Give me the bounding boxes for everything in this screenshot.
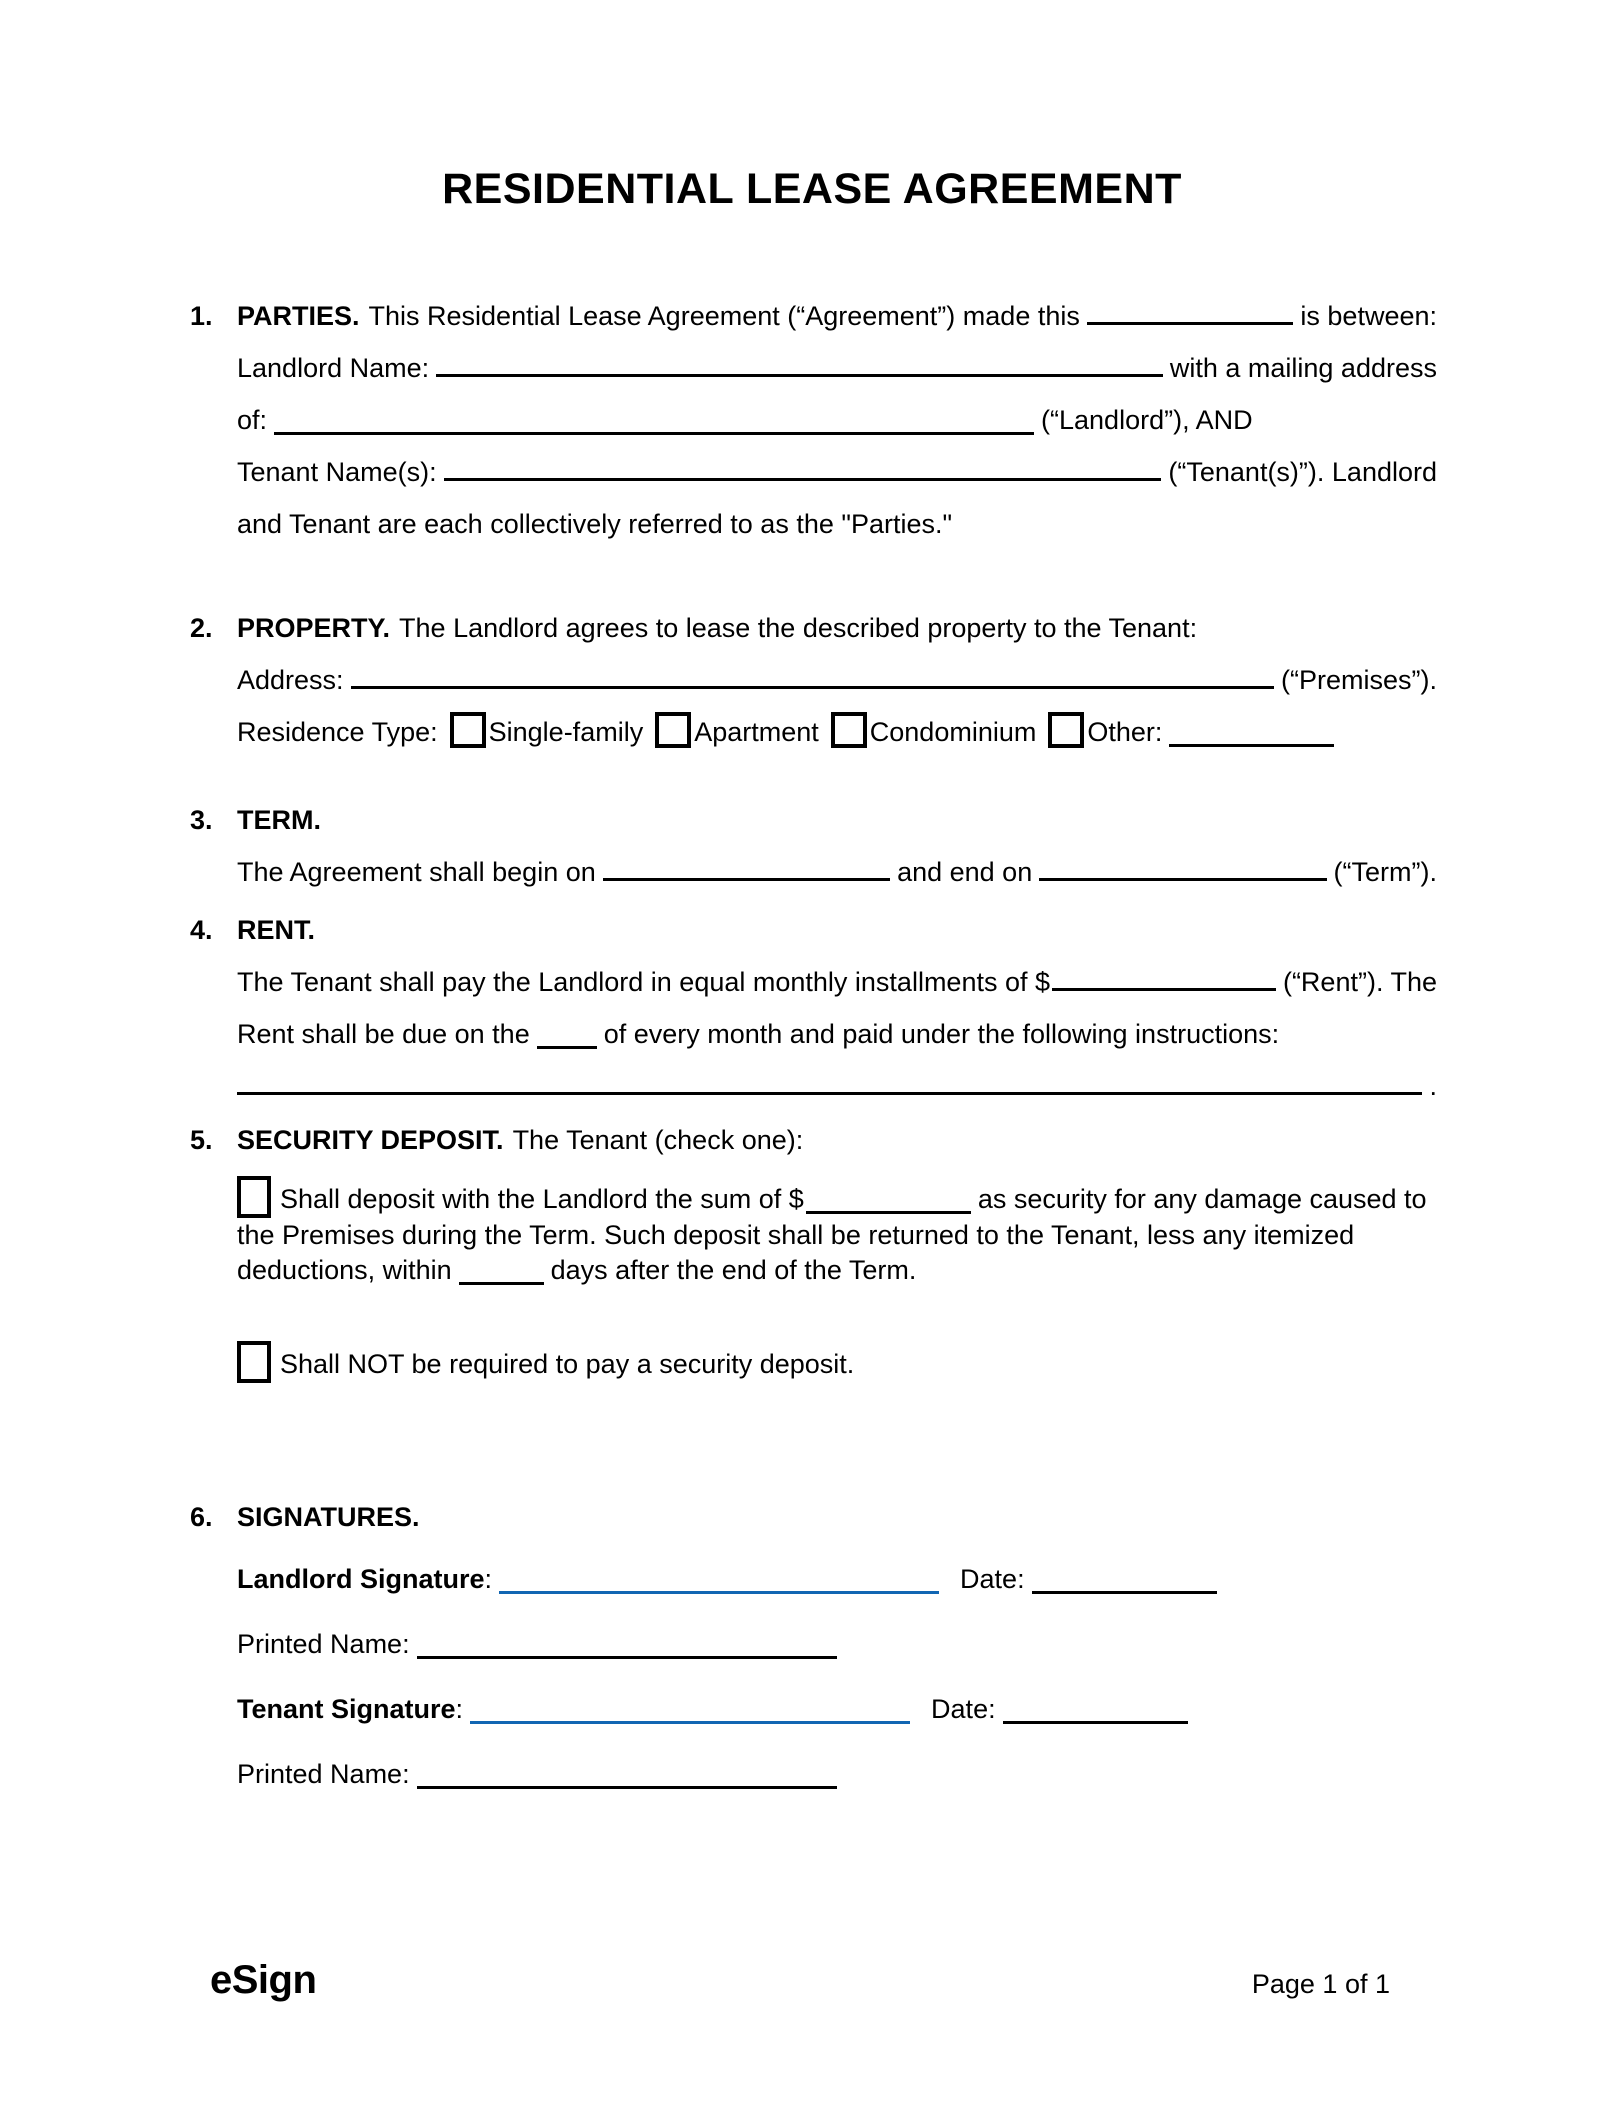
section-signatures-title: SIGNATURES. (237, 1502, 420, 1532)
esign-logo: eSign (210, 1958, 317, 2002)
parties-closing-line: and Tenant are each collectively referred to as the "Parties." (237, 509, 953, 539)
rent-amount-text: The Tenant shall pay the Landlord in equal monthly installments of $ (237, 967, 1051, 997)
tenant-printed-name-label: Printed Name: (237, 1759, 410, 1789)
section-security-deposit (190, 1114, 1437, 1387)
agreement-date-blank[interactable] (1087, 292, 1294, 325)
section-signatures-heading (190, 1491, 1437, 1543)
page-footer (210, 1958, 1390, 2003)
section-number: 2. (190, 613, 213, 643)
rent-due-line (237, 1008, 1437, 1060)
residence-option-single-family: Single-family (488, 717, 644, 747)
term-start-date-blank[interactable] (603, 848, 890, 881)
tenant-signature-line (237, 1683, 1437, 1735)
landlord-address-label: of: (237, 405, 268, 435)
rent-due-text: Rent shall be due on the (237, 1019, 530, 1049)
landlord-address-blank[interactable] (274, 402, 1034, 435)
checkbox-condominium[interactable] (831, 712, 867, 748)
security-option1-text-b: as security for any damage caused to the Premises during the Term. Such deposit shall be returned to the Tenant, less any itemized deductions, within (237, 1184, 1427, 1285)
security-option-deposit (237, 1176, 1437, 1287)
rent-due-suffix: of every month and paid under the following instructions: (603, 1019, 1280, 1049)
tenant-name-line (237, 446, 1437, 498)
section-security-title: SECURITY DEPOSIT. (237, 1125, 504, 1155)
residence-option-other: Other: (1087, 717, 1163, 747)
tenant-printed-name-blank[interactable] (417, 1756, 837, 1789)
section-term-heading (190, 794, 1437, 846)
section-number: 4. (190, 915, 213, 945)
landlord-signature-label: Landlord Signature (237, 1564, 485, 1594)
checkbox-shall-deposit[interactable] (237, 1176, 271, 1218)
checkbox-shall-not-deposit[interactable] (237, 1341, 271, 1383)
section-signatures (190, 1491, 1437, 1800)
section-number: 1. (190, 301, 213, 331)
landlord-signature-line (237, 1553, 1437, 1605)
term-middle-text: and end on (897, 857, 1033, 887)
tenant-signature-label: Tenant Signature (237, 1694, 456, 1724)
property-address-label: Address: (237, 665, 344, 695)
property-intro-text: The Landlord agrees to lease the described property to the Tenant: (399, 613, 1198, 643)
residence-other-blank[interactable] (1169, 714, 1334, 747)
term-begin-text: The Agreement shall begin on (237, 857, 596, 887)
rent-amount-blank[interactable] (1052, 958, 1276, 991)
landlord-name-label: Landlord Name: (237, 353, 430, 383)
tenant-name-blank[interactable] (444, 448, 1162, 481)
landlord-address-suffix: (“Landlord”), AND (1041, 405, 1253, 435)
landlord-signature-field[interactable] (499, 1561, 939, 1594)
residence-option-apartment: Apartment (694, 717, 819, 747)
residence-type-label: Residence Type: (237, 717, 438, 747)
security-option-no-deposit (237, 1341, 1437, 1387)
property-address-suffix: (“Premises”). (1281, 665, 1437, 695)
parties-intro-tail: is between: (1300, 301, 1437, 331)
section-parties (190, 290, 1437, 550)
checkbox-single-family[interactable] (450, 712, 486, 748)
security-intro-text: The Tenant (check one): (512, 1125, 804, 1155)
tenant-date-blank[interactable] (1003, 1691, 1188, 1724)
section-security-heading (190, 1114, 1437, 1166)
landlord-name-line (237, 342, 1437, 394)
security-option1-text-c: days after the end of the Term. (550, 1255, 917, 1285)
tenant-name-label: Tenant Name(s): (237, 457, 437, 487)
residence-type-line (237, 706, 1437, 758)
landlord-printed-name-label: Printed Name: (237, 1629, 410, 1659)
section-number: 3. (190, 805, 213, 835)
section-rent-title: RENT. (237, 915, 316, 945)
section-property-heading (190, 602, 1437, 654)
landlord-printed-name-line (237, 1618, 1437, 1670)
parties-intro-text: This Residential Lease Agreement (“Agreement”) made this (368, 301, 1080, 331)
security-deposit-days-blank[interactable] (459, 1252, 544, 1285)
tenant-printed-name-line (237, 1748, 1437, 1800)
term-end-date-blank[interactable] (1039, 848, 1326, 881)
section-term-title: TERM. (237, 805, 321, 835)
landlord-name-suffix: with a mailing address (1169, 353, 1437, 383)
rent-amount-line (237, 956, 1437, 1008)
page-number: Page 1 of 1 (1251, 1969, 1390, 1999)
checkbox-apartment[interactable] (655, 712, 691, 748)
section-number: 6. (190, 1502, 213, 1532)
landlord-address-line (237, 394, 1437, 446)
term-line (237, 846, 1437, 898)
section-rent-heading (190, 904, 1437, 956)
section-property-title: PROPERTY. (237, 613, 391, 643)
section-number: 5. (190, 1125, 213, 1155)
section-property (190, 602, 1437, 758)
rent-amount-suffix: (“Rent”). The (1282, 967, 1437, 997)
landlord-date-label: Date: (960, 1564, 1025, 1594)
property-address-line (237, 654, 1437, 706)
payment-instructions-period: . (1429, 1071, 1437, 1101)
section-term (190, 794, 1437, 898)
checkbox-other[interactable] (1048, 712, 1084, 748)
landlord-printed-name-blank[interactable] (417, 1626, 837, 1659)
security-deposit-amount-blank[interactable] (806, 1181, 971, 1214)
document-body (0, 290, 1624, 1800)
residence-option-condominium: Condominium (869, 717, 1037, 747)
label-colon: : (455, 1694, 464, 1724)
tenant-date-label: Date: (931, 1694, 996, 1724)
term-suffix-text: (“Term”). (1333, 857, 1438, 887)
section-parties-heading (190, 290, 1437, 342)
label-colon: : (484, 1564, 493, 1594)
landlord-name-blank[interactable] (436, 344, 1163, 377)
payment-instructions-line (237, 1060, 1437, 1112)
landlord-date-blank[interactable] (1032, 1561, 1217, 1594)
rent-due-day-blank[interactable] (537, 1016, 597, 1049)
tenant-name-suffix: (“Tenant(s)”). Landlord (1168, 457, 1437, 487)
section-rent (190, 904, 1437, 1112)
payment-instructions-blank[interactable] (237, 1062, 1422, 1095)
tenant-signature-field[interactable] (470, 1691, 910, 1724)
security-option2-text: Shall NOT be required to pay a security deposit. (280, 1349, 855, 1379)
security-option1-text-a: Shall deposit with the Landlord the sum of $ (280, 1184, 804, 1214)
section-parties-title: PARTIES. (237, 301, 360, 331)
property-address-blank[interactable] (351, 656, 1274, 689)
document-title: RESIDENTIAL LEASE AGREEMENT (442, 165, 1182, 213)
